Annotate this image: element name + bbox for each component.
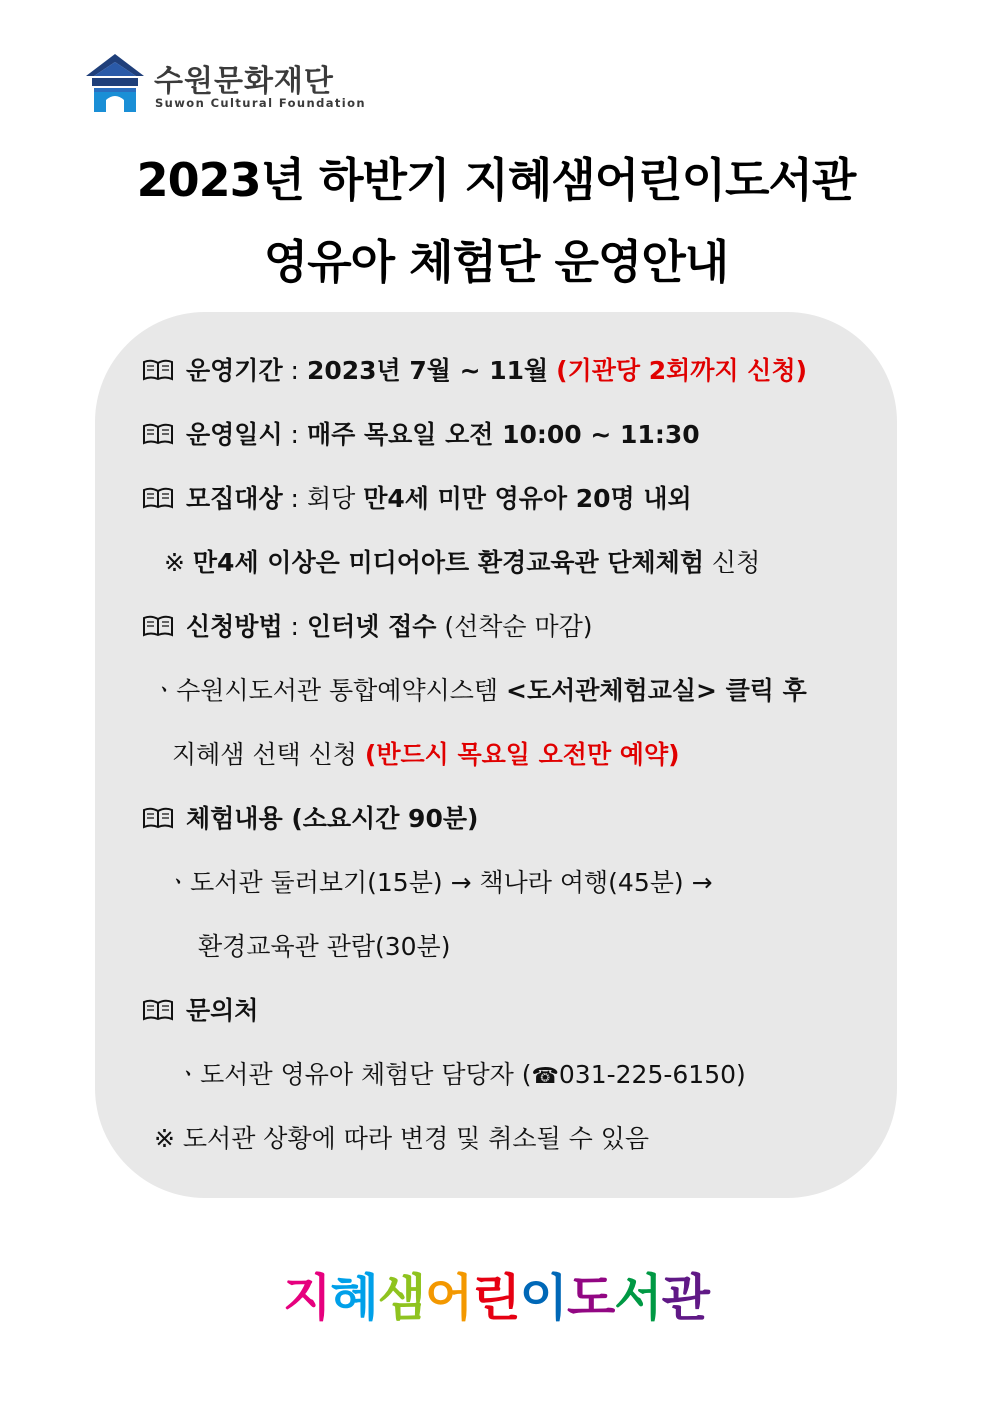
foundation-logo <box>84 52 366 116</box>
info-target-note <box>164 546 760 580</box>
target-prefix: 회당 <box>306 484 364 513</box>
wordmark-char: 어 <box>425 1269 473 1327</box>
schedule-separator: : <box>282 420 307 449</box>
info-contact-detail <box>176 1058 746 1094</box>
wordmark-char: 서 <box>614 1269 662 1327</box>
period-value: 2023년 7월 ~ 11월 <box>306 356 549 385</box>
wordmark-char: 샘 <box>377 1269 426 1327</box>
contact-detail-suffix: ) <box>736 1060 746 1089</box>
contact-phone: 031-225-6150 <box>558 1060 737 1089</box>
content-label: 체험내용 <box>186 804 283 833</box>
info-schedule <box>142 418 700 452</box>
page-title-line1: 2023년 하반기 지혜샘어린이도서관 <box>136 153 856 207</box>
contact-label: 문의처 <box>186 996 259 1025</box>
open-book-icon <box>142 487 174 509</box>
apply-label: 신청방법 <box>186 612 283 641</box>
apply-note: (선착순 마감) <box>436 612 593 641</box>
telephone-icon: ☎ <box>531 1064 559 1089</box>
foundation-name-korean: 수원문화재단 <box>154 64 334 99</box>
wordmark-char: 지 <box>283 1269 331 1327</box>
apply-detail2-prefix: 지혜샘 선택 신청 <box>172 740 365 769</box>
info-contact <box>142 994 258 1028</box>
content-note: (소요시간 90분) <box>282 804 479 833</box>
period-note: (기관당 2회까지 신청) <box>556 356 808 385</box>
period-label: 운영기간 <box>186 356 283 385</box>
period-separator: : <box>282 356 307 385</box>
info-content-detail1: ㆍ도서관 둘러보기(15분) → 책나라 여행(45분) → <box>166 868 713 897</box>
info-apply-detail1 <box>152 674 807 708</box>
wordmark-char: 혜 <box>330 1269 378 1327</box>
target-value: 만4세 미만 영유아 20명 내외 <box>363 484 692 513</box>
schedule-value: 매주 목요일 오전 10:00 ~ 11:30 <box>306 420 700 449</box>
foundation-name-english: Suwon Cultural Foundation <box>155 96 366 110</box>
info-notice: ※ 도서관 상황에 따라 변경 및 취소될 수 있음 <box>154 1124 650 1153</box>
apply-value: 인터넷 접수 <box>306 612 437 641</box>
apply-detail1-prefix: ㆍ수원시도서관 통합예약시스템 <box>152 676 506 705</box>
apply-detail2-red: (반드시 목요일 오전만 예약) <box>364 740 680 769</box>
info-content-detail2: 환경교육관 관람(30분) <box>198 932 451 961</box>
info-content <box>142 802 478 836</box>
schedule-label: 운영일시 <box>186 420 283 449</box>
open-book-icon <box>142 423 174 445</box>
open-book-icon <box>142 807 174 829</box>
open-book-icon <box>142 999 174 1021</box>
wordmark-char: 관 <box>661 1269 709 1327</box>
library-wordmark <box>0 1258 992 1330</box>
target-label: 모집대상 <box>186 484 283 513</box>
info-target <box>142 482 692 516</box>
info-apply-detail2 <box>172 738 680 772</box>
apply-separator: : <box>282 612 307 641</box>
contact-detail-prefix: ㆍ도서관 영유아 체험단 담당자 ( <box>176 1060 532 1089</box>
info-apply <box>142 610 593 644</box>
target-separator: : <box>282 484 307 513</box>
wordmark-char: 린 <box>472 1269 520 1327</box>
info-period <box>142 354 807 388</box>
apply-detail1-bold: <도서관체험교실> 클릭 후 <box>506 676 807 705</box>
target-note-mark: ※ <box>164 548 193 577</box>
open-book-icon <box>142 615 174 637</box>
wordmark-char: 이 <box>519 1269 567 1327</box>
target-note-bold: 만4세 이상은 미디어아트 환경교육관 단체체험 <box>192 548 704 577</box>
open-book-icon <box>142 359 174 381</box>
target-note-rest: 신청 <box>703 548 761 577</box>
page-title-line2: 영유아 체험단 운영안내 <box>263 235 729 289</box>
wordmark-char: 도 <box>566 1269 615 1327</box>
suwon-gate-icon <box>84 52 146 114</box>
